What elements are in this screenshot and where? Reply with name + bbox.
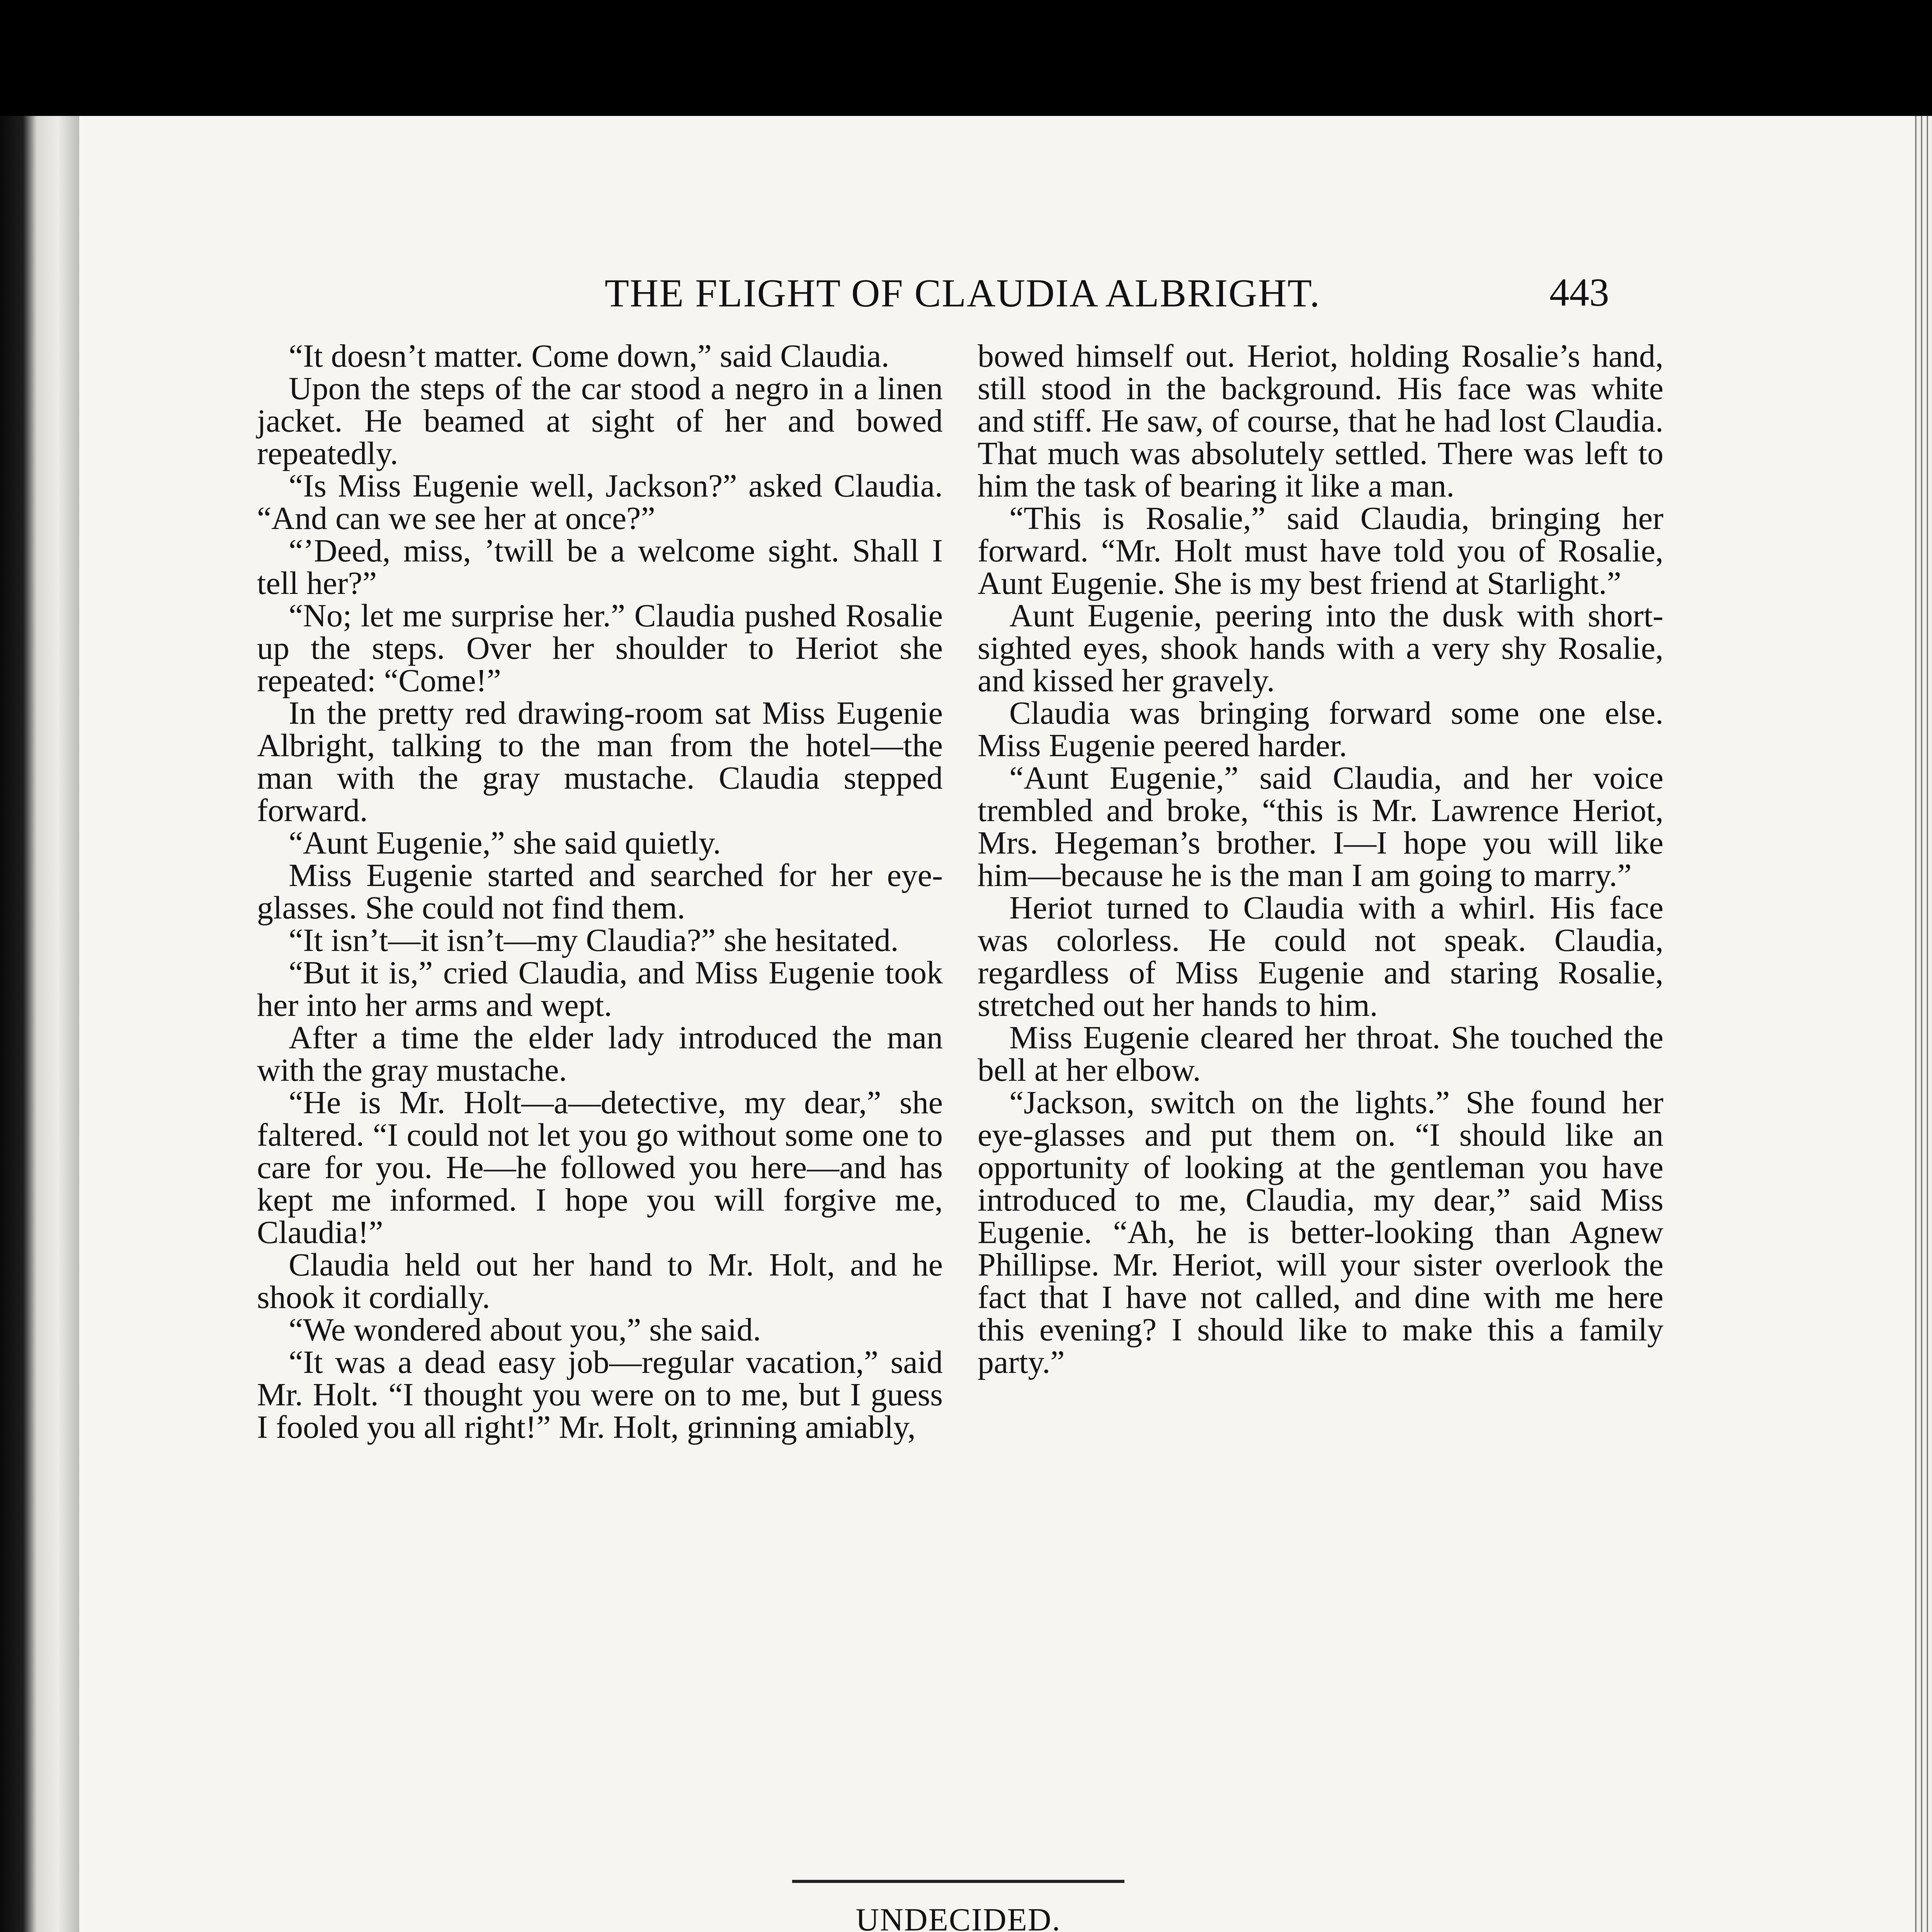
paragraph: Heriot turned to Claudia with a whirl. His face was colorless. He could not speak. Claudia, regardless of Miss Eugenie and staring Rosalie, stretched out her hands to him. xyxy=(978,890,1663,1023)
page-number: 443 xyxy=(1549,270,1609,315)
paragraph: “Aunt Eugenie,” said Claudia, and her voice trembled and broke, “this is Mr. Lawrence Heriot, Mrs. Hegeman’s brother. I—I hope you will like him—because he is the man I am going to marry.” xyxy=(978,760,1663,893)
paragraph: Miss Eugenie started and searched for her eye-glasses. She could not find them. xyxy=(257,857,943,926)
paragraph: “He is Mr. Holt—a—detective, my dear,” she faltered. “I could not let you go without some one to care for you. He—he followed you here—and has kept me informed. I hope you will forgive me, Claudia!” xyxy=(257,1085,943,1250)
paragraph: “This is Rosalie,” said Claudia, bringing her forward. “Mr. Holt must have told you of Rosalie, Aunt Eugenie. She is my best friend at Starlight.” xyxy=(978,500,1663,601)
paragraph: “Is Miss Eugenie well, Jackson?” asked Claudia. “And can we see her at once?” xyxy=(257,468,943,536)
paragraph: Claudia held out her hand to Mr. Holt, and he shook it cordially. xyxy=(257,1247,943,1315)
paragraph-continuation: bowed himself out. Heriot, holding Rosalie’s hand, still stood in the background. His face was white and stiff. He saw, of course, that he had lost Claudia. That much was absolutely settled. There was left to him the task of bearing it like a man. xyxy=(978,338,1663,504)
poem-title: UNDECIDED. xyxy=(855,1902,1061,1932)
paragraph: Upon the steps of the car stood a negro in a linen jacket. He beamed at sight of her and bowed repeatedly. xyxy=(257,371,943,471)
paragraph: After a time the elder lady introduced the man with the gray mustache. xyxy=(257,1020,943,1088)
paragraph: Miss Eugenie cleared her throat. She touched the bell at her elbow. xyxy=(978,1020,1663,1088)
paragraph: Aunt Eugenie, peering into the dusk with short-sighted eyes, shook hands with a very shy Rosalie, and kissed her gravely. xyxy=(978,598,1663,699)
section-divider xyxy=(792,1880,1124,1883)
paragraph: “Aunt Eugenie,” she said quietly. xyxy=(289,825,721,861)
paragraph: “Jackson, switch on the lights.” She found her eye-glasses and put them on. “I should like an opportunity of looking at the gentleman you have introduced to me, Claudia, my dear,” said Miss Eugenie. “Ah, he is better-looking than Agnew Phillipse. Mr. Heriot, will your sister overlook the fact that I have not called, and dine with me here this evening? I should like to make this a family party.” xyxy=(978,1085,1663,1380)
paragraph: “It doesn’t matter. Come down,” said Claudia. xyxy=(289,338,889,374)
paragraph: In the pretty red drawing-room sat Miss Eugenie Albright, talking to the man from the hotel—the man with the gray mustache. Claudia stepped forward. xyxy=(257,695,943,828)
paragraph: “’Deed, miss, ’twill be a welcome sight. Shall I tell her?” xyxy=(257,533,943,601)
paragraph: “It was a dead easy job—regular vacation,” said Mr. Holt. “I thought you were on to me, but I guess I fooled you all right!” Mr. Holt, grinning amiably, xyxy=(257,1344,943,1445)
paragraph: “No; let me surprise her.” Claudia pushed Rosalie up the steps. Over her shoulder to Heriot she repeated: “Come!” xyxy=(257,598,943,699)
story-column-left xyxy=(257,340,943,1444)
paragraph: Claudia was bringing forward some one else. Miss Eugenie peered harder. xyxy=(978,695,1663,764)
paragraph: “We wondered about you,” she said. xyxy=(289,1312,761,1348)
running-title: THE FLIGHT OF CLAUDIA ALBRIGHT. xyxy=(605,271,1321,315)
paragraph: “But it is,” cried Claudia, and Miss Eugenie took her into her arms and wept. xyxy=(257,955,943,1023)
facing-page-edge xyxy=(0,116,79,1932)
paragraph: “It isn’t—it isn’t—my Claudia?” she hesitated. xyxy=(289,922,899,958)
story-column-right xyxy=(978,340,1663,1379)
